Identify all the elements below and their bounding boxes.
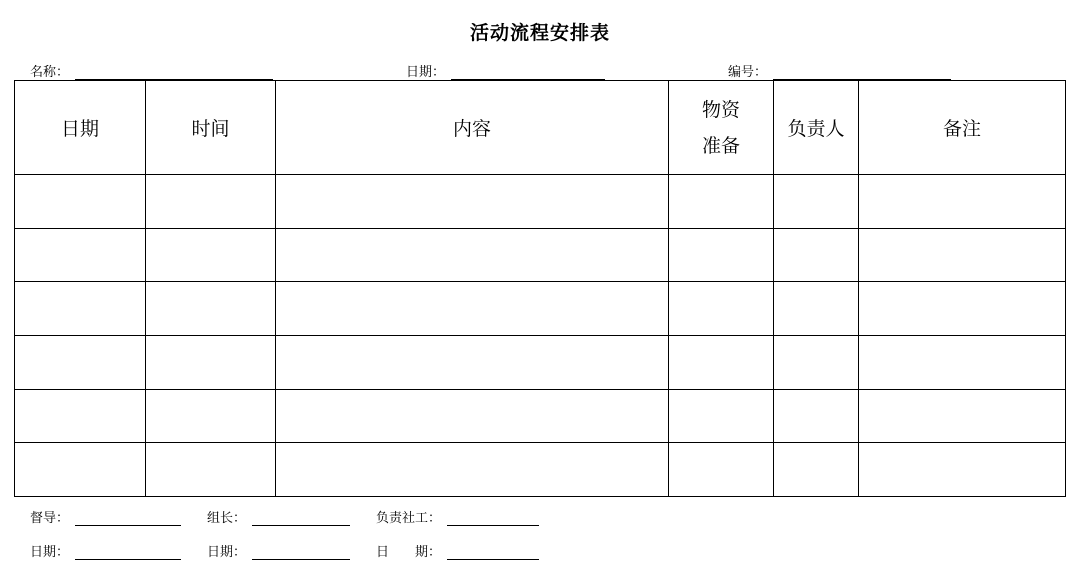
table-cell[interactable] <box>15 175 146 229</box>
social-worker-field <box>376 507 539 526</box>
table-cell[interactable] <box>669 228 774 282</box>
table-row <box>15 443 1066 497</box>
number-label: 编号： <box>728 65 768 80</box>
table-cell[interactable] <box>669 389 774 443</box>
table-cell[interactable] <box>774 443 859 497</box>
table-cell[interactable] <box>276 336 669 390</box>
table-cell[interactable] <box>146 228 276 282</box>
table-cell[interactable] <box>146 336 276 390</box>
footer-date-field-1 <box>30 541 181 560</box>
leader-label: 组长： <box>207 511 247 526</box>
footer-date-label-3: 日 期： <box>376 545 442 560</box>
col-responsible-header: 负责人 <box>774 81 859 175</box>
name-blank[interactable] <box>75 65 273 80</box>
supervisor-label: 督导： <box>30 511 70 526</box>
footer-date-blank-2[interactable] <box>252 545 350 560</box>
footer-date-blank-3[interactable] <box>447 545 539 560</box>
materials-line2: 准备 <box>701 134 740 157</box>
table-row <box>15 175 1066 229</box>
footer-date-blank-1[interactable] <box>75 545 181 560</box>
table-cell[interactable] <box>146 175 276 229</box>
table-cell[interactable] <box>15 228 146 282</box>
table-cell[interactable] <box>276 228 669 282</box>
leader-field <box>207 507 350 526</box>
schedule-table <box>14 80 1066 497</box>
table-cell[interactable] <box>276 175 669 229</box>
footer-date-field-2 <box>207 541 350 560</box>
table-row <box>15 282 1066 336</box>
materials-line1: 物资 <box>701 98 740 121</box>
table-cell[interactable] <box>669 443 774 497</box>
table-cell[interactable] <box>15 389 146 443</box>
table-cell[interactable] <box>276 443 669 497</box>
date-field <box>406 61 605 80</box>
col-date-header: 日期 <box>15 81 146 175</box>
table-cell[interactable] <box>669 336 774 390</box>
table-cell[interactable] <box>859 228 1066 282</box>
supervisor-field <box>30 507 181 526</box>
name-field <box>30 61 273 80</box>
form-title: 活动流程安排表 <box>469 22 610 44</box>
col-materials-header <box>669 81 774 175</box>
table-cell[interactable] <box>859 175 1066 229</box>
table-cell[interactable] <box>774 336 859 390</box>
table-cell[interactable] <box>15 443 146 497</box>
table-cell[interactable] <box>276 282 669 336</box>
table-cell[interactable] <box>146 389 276 443</box>
leader-blank[interactable] <box>252 511 350 526</box>
supervisor-blank[interactable] <box>75 511 181 526</box>
table-cell[interactable] <box>774 282 859 336</box>
col-time-header: 时间 <box>146 81 276 175</box>
table-cell[interactable] <box>669 175 774 229</box>
table-cell[interactable] <box>859 389 1066 443</box>
table-cell[interactable] <box>859 336 1066 390</box>
footer-date-label-1: 日期： <box>30 545 70 560</box>
footer-date-field-3 <box>376 541 539 560</box>
date-label: 日期： <box>406 65 446 80</box>
social-worker-blank[interactable] <box>447 511 539 526</box>
table-cell[interactable] <box>774 228 859 282</box>
number-blank[interactable] <box>773 65 951 80</box>
table-cell[interactable] <box>146 443 276 497</box>
table-cell[interactable] <box>15 282 146 336</box>
col-content-header: 内容 <box>276 81 669 175</box>
table-cell[interactable] <box>859 282 1066 336</box>
table-row <box>15 336 1066 390</box>
name-label: 名称： <box>30 65 70 80</box>
table-cell[interactable] <box>859 443 1066 497</box>
table-cell[interactable] <box>146 282 276 336</box>
table-row <box>15 228 1066 282</box>
social-worker-label: 负责社工： <box>376 511 442 526</box>
table-cell[interactable] <box>774 389 859 443</box>
number-field <box>728 61 951 80</box>
table-cell[interactable] <box>774 175 859 229</box>
col-remarks-header: 备注 <box>859 81 1066 175</box>
table-cell[interactable] <box>276 389 669 443</box>
table-cell[interactable] <box>15 336 146 390</box>
date-blank[interactable] <box>451 65 605 80</box>
table-row <box>15 389 1066 443</box>
footer-date-label-2: 日期： <box>207 545 247 560</box>
table-cell[interactable] <box>669 282 774 336</box>
table-header-row <box>15 81 1066 175</box>
